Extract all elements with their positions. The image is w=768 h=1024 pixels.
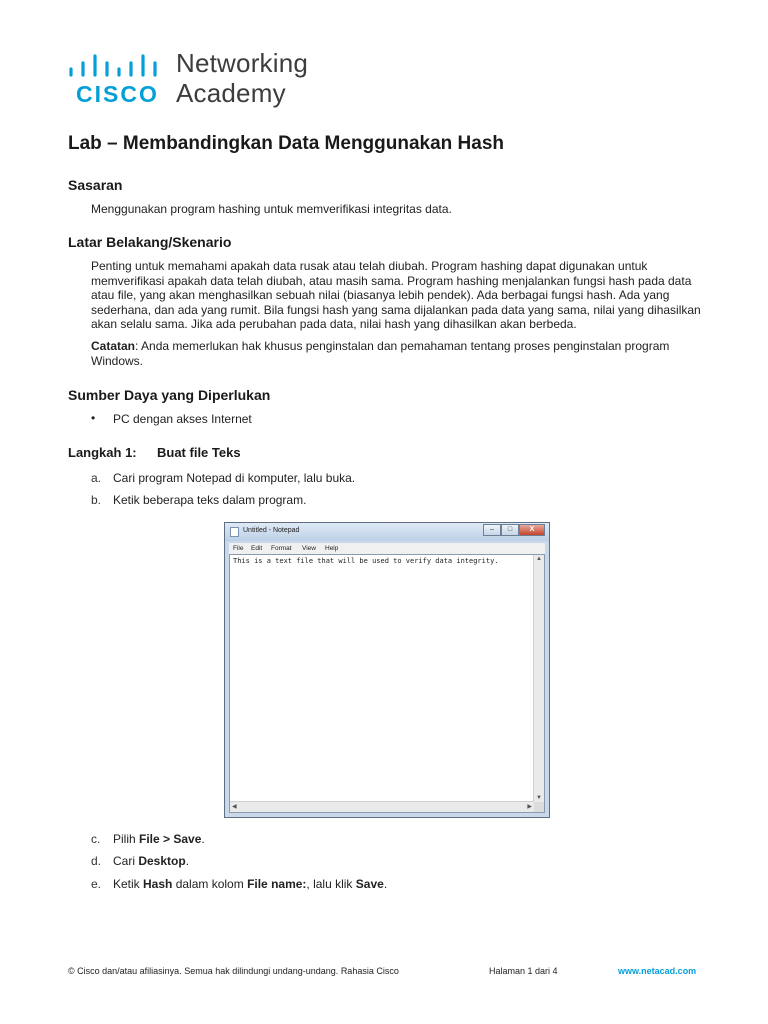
footer-copyright: © Cisco dan/atau afiliasinya. Semua hak dilindungi undang-undang. Rahasia Cisco xyxy=(68,966,399,976)
list-mark-c: c. xyxy=(91,832,101,846)
notepad-icon xyxy=(230,527,239,537)
horizontal-scrollbar xyxy=(230,801,534,812)
step-1-title: Buat file Teks xyxy=(157,445,241,460)
item-e-mid-2: , lalu klik xyxy=(306,877,356,891)
scrollbar-corner xyxy=(534,802,544,812)
list-item-e xyxy=(113,877,387,891)
item-e-post: . xyxy=(383,877,388,891)
list-mark-e: e. xyxy=(91,877,102,891)
step-1-label: Langkah 1: xyxy=(68,445,137,460)
sasaran-text: Menggunakan program hashing untuk memverifikasi integritas data. xyxy=(91,202,452,216)
menu-help: Help xyxy=(325,545,339,552)
notepad-text-area xyxy=(229,554,545,813)
notepad-window-screenshot xyxy=(224,522,550,818)
footer-page-number: Halaman 1 dari 4 xyxy=(489,966,558,976)
item-c-post: . xyxy=(201,832,205,846)
menu-view: View xyxy=(302,545,316,552)
page-title: Lab – Membandingkan Data Menggunakan Hash xyxy=(68,133,505,154)
scroll-left-icon: ◀ xyxy=(232,804,237,810)
item-d-pre: Cari xyxy=(113,854,139,868)
item-d-post: . xyxy=(185,854,190,868)
maximize-button: □ xyxy=(501,524,519,536)
minimize-button: – xyxy=(483,524,501,536)
latar-belakang-text: Penting untuk memahami apakah data rusak atau telah diubah. Program hashing dapat digunakan untuk memverifikasi apakah data telah diubah, atau masih sama. Program hashing menjalankan fungsi hash pada data atau file, yang akan menghasilkan sebuah nilai (biasanya lebih pendek). Ada berbagai fungsi hash. Ada yang sederhana, dan ada yang rumit. Bila fungsi hash yang sama dijalankan pada data yang sama, nilai yang dihasilkan akan selalu sama. Jika ada perubahan pada data, nilai hash yang dihasilkan akan berbeda. xyxy=(91,259,701,332)
item-e-pre: Ketik xyxy=(113,877,144,891)
notepad-menubar xyxy=(229,543,545,554)
scroll-down-icon: ▼ xyxy=(536,795,542,801)
cisco-bars-icon xyxy=(68,54,164,82)
scroll-right-icon: ▶ xyxy=(527,804,532,810)
cisco-networking-academy-logo xyxy=(68,48,328,110)
menu-format: Format xyxy=(271,545,292,552)
bullet-mark: • xyxy=(91,411,96,425)
catatan-paragraph xyxy=(91,339,701,368)
notepad-titlebar xyxy=(225,523,549,541)
item-c-bold: File > Save xyxy=(139,832,202,846)
notepad-title: Untitled - Notepad xyxy=(243,527,300,534)
close-button: X xyxy=(519,524,545,536)
list-item-b: Ketik beberapa teks dalam program. xyxy=(113,493,307,507)
item-e-bold-1: Hash xyxy=(143,877,173,891)
list-item-d xyxy=(113,854,189,868)
list-item-a: Cari program Notepad di komputer, lalu buka. xyxy=(113,471,356,485)
list-mark-b: b. xyxy=(91,493,102,507)
notepad-content: This is a text file that will be used to verify data integrity. xyxy=(233,557,499,565)
catatan-label: Catatan xyxy=(91,339,136,353)
menu-file: File xyxy=(233,545,244,552)
menu-edit: Edit xyxy=(251,545,263,552)
item-e-bold-2: File name: xyxy=(247,877,307,891)
item-d-bold: Desktop xyxy=(138,854,186,868)
resource-item: PC dengan akses Internet xyxy=(113,412,252,426)
logo-line-academy: Academy xyxy=(176,78,286,108)
footer-link[interactable]: www.netacad.com xyxy=(618,966,697,976)
list-mark-a: a. xyxy=(91,471,102,485)
heading-latar-belakang: Latar Belakang/Skenario xyxy=(68,234,232,250)
catatan-text: : Anda memerlukan hak khusus penginstalan dan pemahaman tentang proses penginstalan program Windows. xyxy=(91,339,670,368)
item-e-mid: dalam kolom xyxy=(172,877,248,891)
list-mark-d: d. xyxy=(91,854,102,868)
logo-cisco-text: CISCO xyxy=(76,81,159,107)
vertical-scrollbar xyxy=(533,555,544,802)
heading-sasaran: Sasaran xyxy=(68,177,123,193)
heading-sumber-daya: Sumber Daya yang Diperlukan xyxy=(68,387,271,403)
logo-line-networking: Networking xyxy=(176,48,309,78)
list-item-c xyxy=(113,832,205,846)
item-e-bold-3: Save xyxy=(355,877,384,891)
item-c-pre: Pilih xyxy=(113,832,140,846)
scroll-up-icon: ▲ xyxy=(536,556,542,562)
